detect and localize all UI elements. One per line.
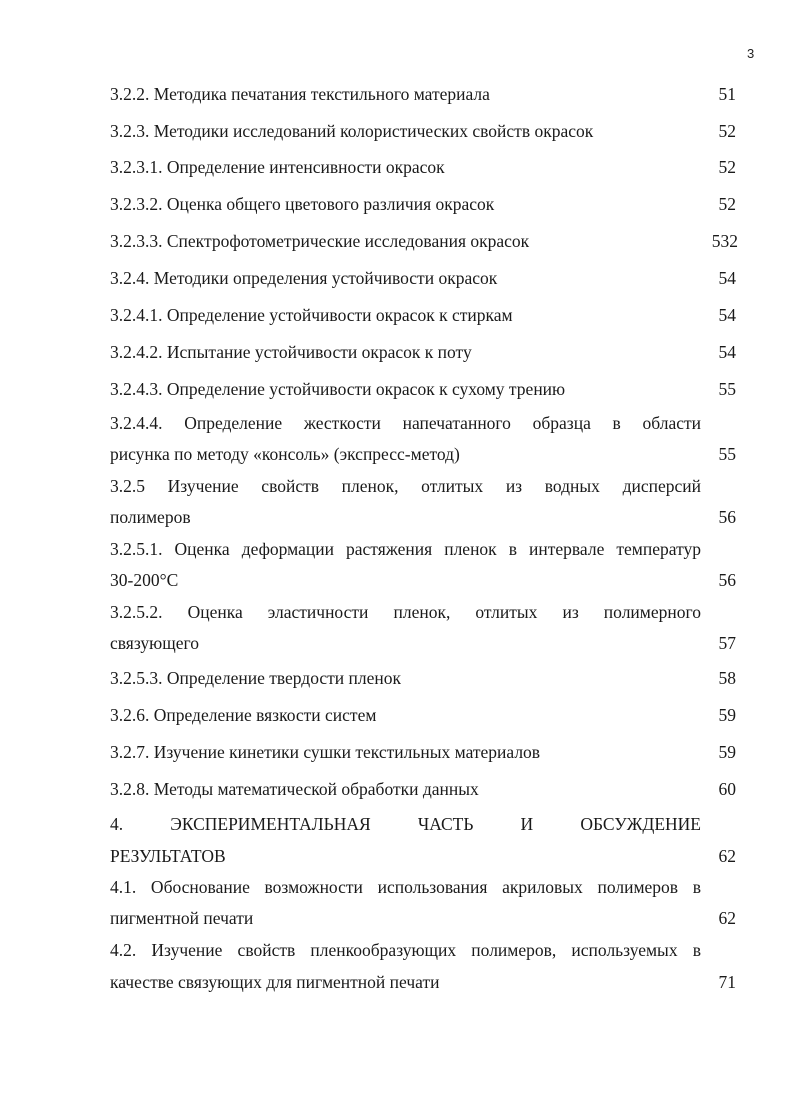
toc-entry-page: 59	[718, 705, 736, 725]
toc-entry-title: 3.2.8. Методы математической обработки данных	[110, 779, 479, 799]
toc-entry-page: 57	[718, 633, 736, 653]
toc-entry-title-line1: 4. ЭКСПЕРИМЕНТАЛЬНАЯ ЧАСТЬ И ОБСУЖДЕНИЕ	[110, 814, 701, 834]
toc-entry-page: 56	[718, 507, 736, 527]
toc-entry-title: 3.2.4.2. Испытание устойчивости окрасок к поту	[110, 342, 472, 362]
toc-entry-title: 3.2.7. Изучение кинетики сушки текстильных материалов	[110, 742, 541, 762]
toc-entry-title: 3.2.4.1. Определение устойчивости окрасок к стиркам	[110, 305, 513, 325]
toc-entry-title-line2: связующего	[110, 633, 199, 653]
toc-entry-page: 60	[718, 779, 736, 799]
toc-entry-page: 52	[718, 157, 736, 177]
toc-entry-page: 59	[718, 742, 736, 762]
toc-entry-title: 3.2.6. Определение вязкости систем	[110, 705, 377, 725]
toc-entry-title: 3.2.5.3. Определение твердости пленок	[110, 668, 402, 688]
toc-entry-title-line1: 3.2.4.4. Определение жесткости напечатанного образца в области	[110, 413, 701, 433]
toc-entry-title-line1: 4.2. Изучение свойств пленкообразующих полимеров, используемых в	[110, 940, 701, 960]
toc-entry-page: 56	[718, 570, 736, 590]
toc-entry-page: 51	[718, 84, 736, 104]
toc-entry-title-line2: рисунка по методу «консоль» (экспресс-метод)	[110, 444, 460, 464]
toc-entry-page: 58	[718, 668, 736, 688]
toc-entry-title: 3.2.3.3. Спектрофотометрические исследования окрасок	[110, 231, 530, 251]
toc-entry-title-line1: 4.1. Обоснование возможности использования акриловых полимеров в	[110, 877, 701, 897]
toc-entry-title: 3.2.3. Методики исследований колористических свойств окрасок	[110, 121, 594, 141]
toc-entry-page: 54	[718, 305, 736, 325]
toc-entry-title-line1: 3.2.5 Изучение свойств пленок, отлитых из водных дисперсий	[110, 476, 701, 496]
toc-entry-page: 62	[718, 908, 736, 928]
toc-entry-page: 55	[718, 444, 736, 464]
toc-entry-title-line2: РЕЗУЛЬТАТОВ	[110, 846, 226, 866]
toc-entry-title: 3.2.3.1. Определение интенсивности окрасок	[110, 157, 445, 177]
toc-entry-title-line2: пигментной печати	[110, 908, 254, 928]
page-number: 3	[747, 46, 755, 61]
toc-entry-page: 55	[718, 379, 736, 399]
toc-entry-page: 52	[718, 121, 736, 141]
toc-entry-page: 532	[711, 231, 738, 251]
toc-entry-page: 54	[718, 342, 736, 362]
toc-entry-title-line1: 3.2.5.2. Оценка эластичности пленок, отлитых из полимерного	[110, 602, 701, 622]
toc-entry-page: 52	[718, 194, 736, 214]
toc-entry-title: 3.2.2. Методика печатания текстильного материала	[110, 84, 490, 104]
toc-entry-title: 3.2.4. Методики определения устойчивости окрасок	[110, 268, 498, 288]
toc-entry-page: 62	[718, 846, 736, 866]
toc-entry-title-line2: качестве связующих для пигментной печати	[110, 972, 440, 992]
toc-entry-title: 3.2.4.3. Определение устойчивости окрасок к сухому трению	[110, 379, 566, 399]
toc-entry-page: 71	[718, 972, 736, 992]
toc-entry-title-line2: полимеров	[110, 507, 191, 527]
toc-entry-page: 54	[718, 268, 736, 288]
toc-entry-title: 3.2.3.2. Оценка общего цветового различия окрасок	[110, 194, 495, 214]
toc-entry-title-line2: 30-200°С	[110, 570, 179, 590]
toc-entry-title-line1: 3.2.5.1. Оценка деформации растяжения пленок в интервале температур	[110, 539, 701, 559]
